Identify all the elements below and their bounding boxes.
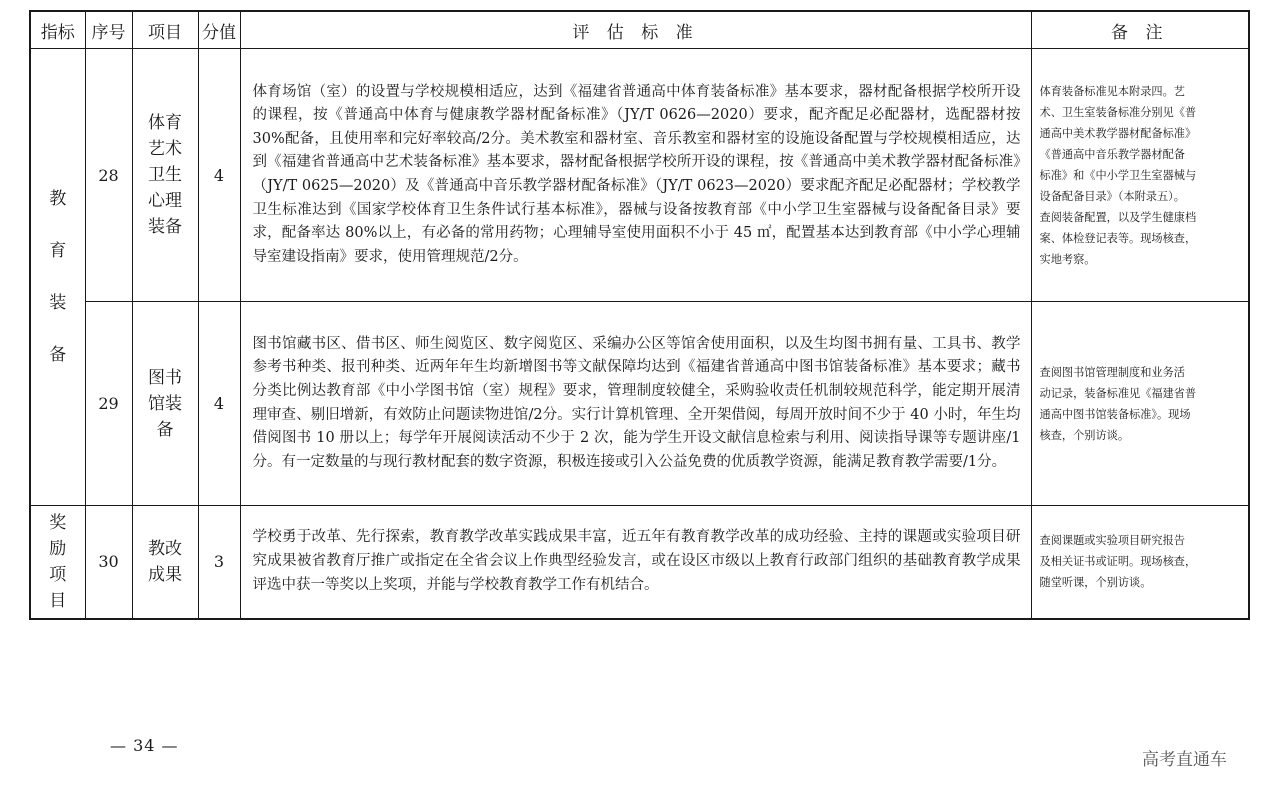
header-item: 项目 xyxy=(132,11,198,49)
criteria-cell: 图书馆藏书区、借书区、师生阅览区、数字阅览区、采编办公区等馆舍使用面积，以及生均图书拥有量、工具书、教学参考书种类、报刊种类、近两年年生均新增图书等文献保障均达到《福建省普通高中图书馆装备标准》基本要求；藏书分类比例达教育部《中小学图书馆（室）规程》要求，管理制度较健全，采购验收责任机制较规范科学，能定期开展清理审查、剔旧增新，有效防止问题读物进馆/2分。实行计算机管理、全开架借阅，每周开放时间不少于 40 小时，年生均借阅图书 10 册以上；每学年开展阅读活动不少于 2 次，能为学生开设文献信息检索与利用、阅读指导课等专题讲座/1分。有一定数量的与现行教材配套的数字资源，积极连接或引入公益免费的优质教学资源，能满足教育教学需要/1分。 xyxy=(240,302,1031,506)
item-cell: 体育 艺术 卫生 心理 装备 xyxy=(132,49,198,302)
note-cell xyxy=(1031,506,1249,619)
header-score: 分值 xyxy=(198,11,240,49)
item-cell: 教改 成果 xyxy=(132,506,198,619)
header-index: 指标 xyxy=(30,11,85,49)
note-line: 查阅图书馆管理制度和业务活 xyxy=(1039,365,1185,379)
note-line: 随堂听课，个别访谈。 xyxy=(1039,576,1152,590)
note-line: 及相关证书或证明。现场核查， xyxy=(1039,555,1197,569)
seq-cell: 30 xyxy=(85,506,132,619)
score-cell: 3 xyxy=(198,506,240,619)
table-row xyxy=(30,506,1249,619)
note-line: 实地考察。 xyxy=(1039,252,1096,266)
note-line: 术、卫生室装备标准分别见《普 xyxy=(1039,105,1197,119)
note-line: 设备配备目录》（本附录五）。 xyxy=(1039,189,1185,203)
criteria-cell: 学校勇于改革、先行探索，教育教学改革实践成果丰富，近五年有教育教学改革的成功经验、主持的课题或实验项目研究成果被省教育厅推广或指定在全省会议上作典型经验发言，或在设区市级以上教育行政部门组织的基础教育教学成果评选中获一等奖以上奖项，并能与学校教育教学工作有机结合。 xyxy=(240,506,1031,619)
table-header-row xyxy=(30,11,1249,49)
header-criteria: 评 估 标 准 xyxy=(240,11,1031,49)
note-line: 标准》和《中小学卫生室器械与 xyxy=(1039,168,1197,182)
table-row xyxy=(30,49,1249,302)
seq-cell: 29 xyxy=(85,302,132,506)
note-line: 动记录，装备标准见《福建省普 xyxy=(1039,386,1197,400)
note-cell xyxy=(1031,302,1249,506)
index-cell-awards: 奖 励 项 目 xyxy=(30,506,85,619)
header-note: 备 注 xyxy=(1031,11,1249,49)
item-cell: 图书 馆装 备 xyxy=(132,302,198,506)
note-line: 通高中美术教学器材配备标准》 xyxy=(1039,126,1197,140)
header-seq: 序号 xyxy=(85,11,132,49)
note-line: 《普通高中音乐教学器材配备 xyxy=(1039,147,1185,161)
evaluation-table xyxy=(29,10,1250,620)
page-number: — 34 — xyxy=(110,736,179,755)
watermark-text: 高考直通车 xyxy=(1142,750,1227,770)
note-line: 通高中图书馆装备标准》。现场 xyxy=(1039,407,1191,421)
note-cell xyxy=(1031,49,1249,302)
table-row xyxy=(30,302,1249,506)
note-line: 查阅课题或实验项目研究报告 xyxy=(1039,534,1185,548)
note-line: 核查，个别访谈。 xyxy=(1039,428,1130,442)
index-cell-equipment: 教 育 装 备 xyxy=(30,49,85,506)
note-line: 查阅装备配置，以及学生健康档 xyxy=(1039,210,1197,224)
note-line: 案、体检登记表等。现场核查， xyxy=(1039,231,1197,245)
score-cell: 4 xyxy=(198,49,240,302)
note-line: 体育装备标准见本附录四。艺 xyxy=(1039,84,1185,98)
seq-cell: 28 xyxy=(85,49,132,302)
score-cell: 4 xyxy=(198,302,240,506)
criteria-cell: 体育场馆（室）的设置与学校规模相适应，达到《福建省普通高中体育装备标准》基本要求，器材配备根据学校所开设的课程，按《普通高中体育与健康教学器材配备标准》（JY/T 0626—2020）要求，配齐配足必配器材，选配器材按 30%配备，且使用率和完好率较高/2分。美术教室和器材室、音乐教室和器材室的设施设备配置与学校规模相适应，达到《福建省普通高中艺术装备标准》基本要求，器材配备根据学校所开设的课程，按《普通高中美术教学器材配备标准》（JY/T 0625—2020）及《普通高中音乐教学器材配备标准》（JY/T 0623—2020）要求配齐配足必配器材；学校教学卫生标准达到《国家学校体育卫生条件试行基本标准》，器械与设备按教育部《中小学卫生室器械与设备配备目录》要求，配备率达 80%以上，有必备的常用药物；心理辅导室使用面积不小于 45 ㎡，配置基本达到教育部《中小学心理辅导室建设指南》要求，使用管理规范/2分。 xyxy=(240,49,1031,302)
